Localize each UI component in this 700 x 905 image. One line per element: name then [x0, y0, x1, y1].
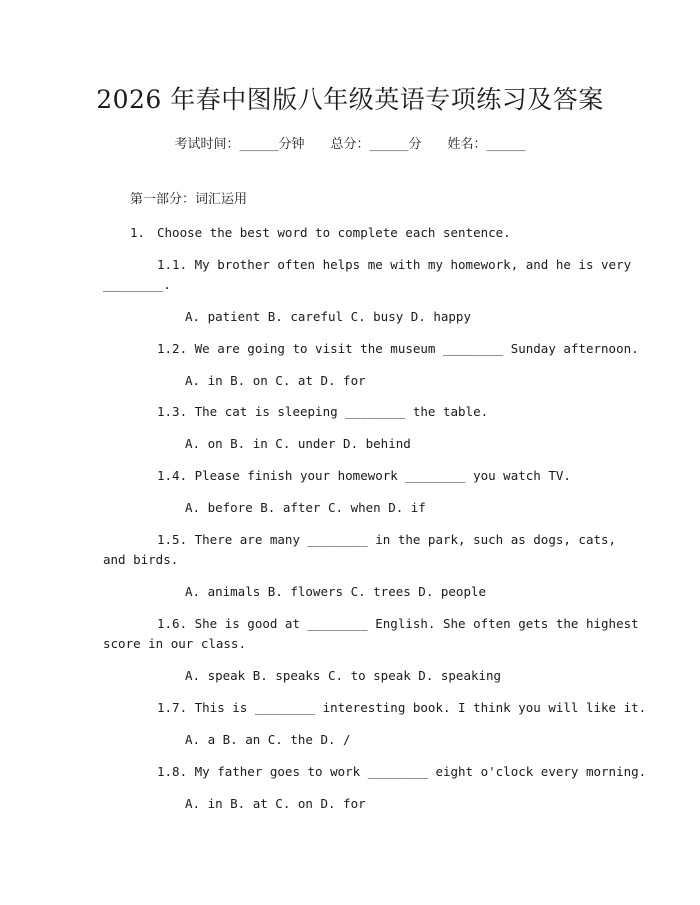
- item-options: A. in B. on C. at D. for: [185, 373, 366, 388]
- item-options: A. animals B. flowers C. trees D. people: [185, 584, 487, 599]
- item-options: A. speak B. speaks C. to speak D. speaking: [185, 668, 502, 683]
- item-stem: 1.2. We are going to visit the museum ________ Sunday afternoon.: [157, 341, 639, 356]
- item-stem: 1.5. There are many ________ in the park, such as dogs, cats,: [157, 532, 617, 547]
- question-instruction: Choose the best word to complete each sentence.: [157, 225, 511, 240]
- item-options: A. patient B. careful C. busy D. happy: [185, 309, 471, 324]
- item-stem-continued: and birds.: [103, 552, 179, 567]
- exam-meta-row: [0, 133, 700, 152]
- item-stem-continued: score in our class.: [103, 636, 246, 651]
- item-options: A. a B. an C. the D. /: [185, 732, 351, 747]
- exam-time-field: 考试时间：______分钟: [174, 137, 305, 152]
- item-stem-continued: ________.: [103, 277, 171, 292]
- total-score-field: 总分：______分: [330, 137, 422, 152]
- item-stem: 1.7. This is ________ interesting book. I think you will like it.: [157, 700, 647, 715]
- item-stem: 1.4. Please finish your homework ________ you watch TV.: [157, 468, 571, 483]
- section-title: 第一部分：词汇运用: [130, 192, 248, 207]
- item-options: A. in B. at C. on D. for: [185, 796, 366, 811]
- item-stem: 1.3. The cat is sleeping ________ the table.: [157, 404, 489, 419]
- item-options: A. on B. in C. under D. behind: [185, 436, 411, 451]
- item-stem: 1.8. My father goes to work ________ eight o'clock every morning.: [157, 764, 647, 779]
- name-field: 姓名：______: [447, 137, 526, 152]
- document-title: 2026 年春中图版八年级英语专项练习及答案: [96, 85, 604, 114]
- item-stem: 1.6. She is good at ________ English. She often gets the highest: [157, 616, 639, 631]
- item-options: A. before B. after C. when D. if: [185, 500, 426, 515]
- item-stem: 1.1. My brother often helps me with my homework, and he is very: [157, 257, 632, 272]
- question-number: 1.: [130, 225, 146, 240]
